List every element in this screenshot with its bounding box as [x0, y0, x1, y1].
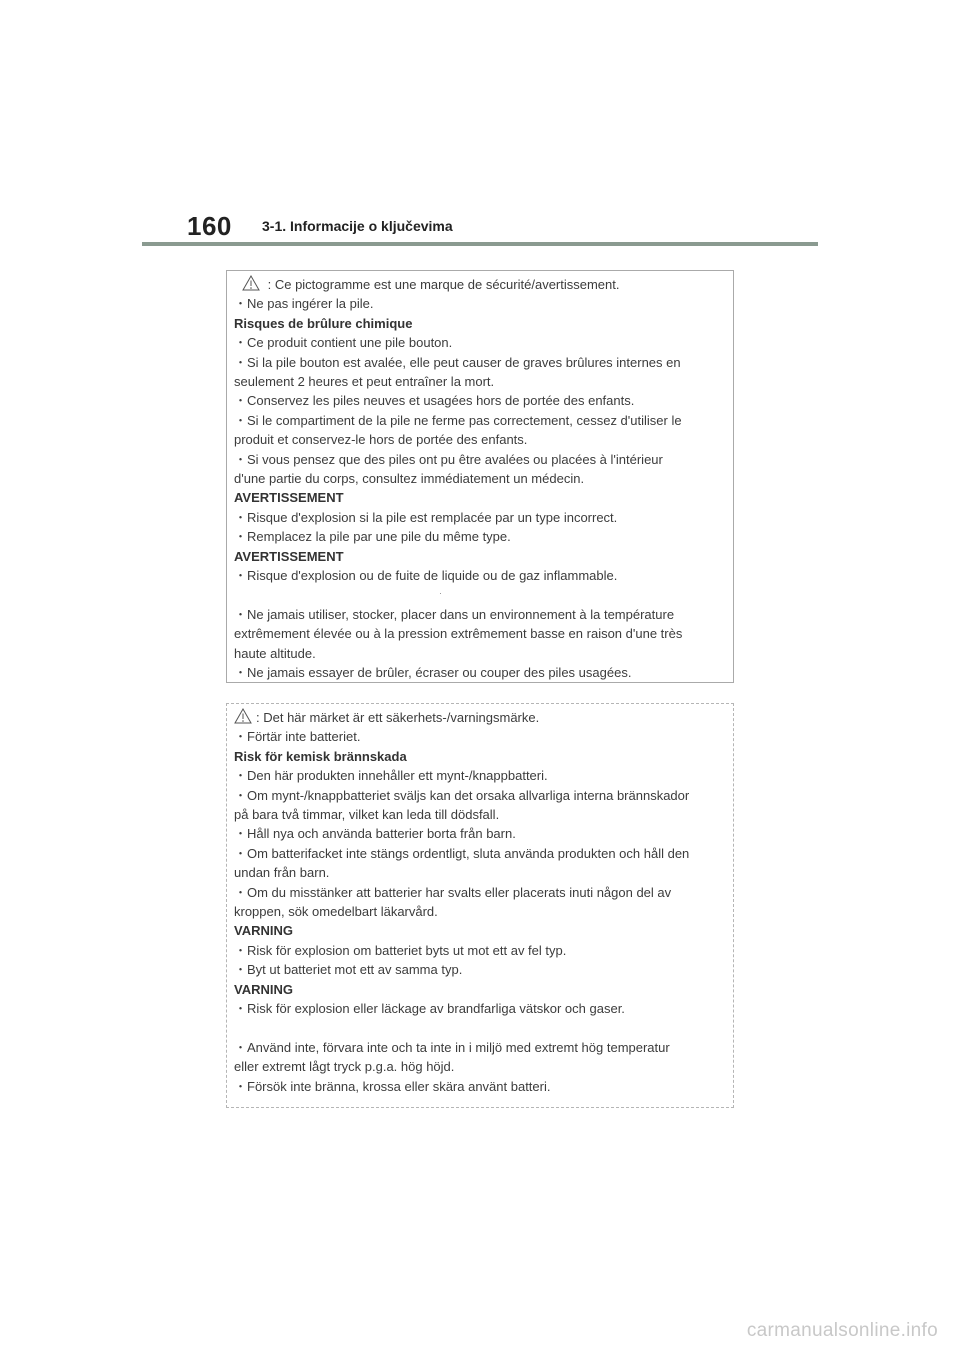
- swedish-text-line: [234, 863, 727, 882]
- swedish-line-text: VARNING: [234, 981, 293, 997]
- watermark: carmanualsonline.info: [746, 1320, 938, 1341]
- french-line-text: seulement 2 heures et peut entraîner la mort.: [234, 374, 495, 390]
- warning-triangle-icon: [242, 275, 260, 291]
- swedish-line-text: Risk för kemisk brännskada: [234, 748, 407, 764]
- french-line-text: Risques de brûlure chimique: [234, 315, 413, 331]
- french-text-line: [234, 624, 727, 643]
- french-text-line: [234, 644, 727, 663]
- french-text-line: [234, 527, 727, 546]
- swedish-heading: [234, 921, 727, 940]
- french-text-line: [234, 469, 727, 488]
- page-header: [0, 0, 960, 250]
- french-line-text: ・Ne jamais essayer de brûler, écraser ou couper des piles usagées.: [234, 665, 632, 681]
- swedish-text-line: [234, 999, 727, 1018]
- french-line-text: ・Remplacez la pile par une pile du même type.: [234, 529, 511, 545]
- french-heading: [234, 488, 727, 507]
- french-text-line: [234, 333, 727, 352]
- swedish-text-line: [234, 1038, 727, 1057]
- swedish-line-text: kroppen, sök omedelbart läkarvård.: [234, 904, 438, 920]
- french-line-text: d'une partie du corps, consultez immédiatement un médecin.: [234, 471, 585, 487]
- swedish-line-text: ・Risk för explosion eller läckage av brandfarliga vätskor och gaser.: [234, 1001, 625, 1017]
- french-text-line: [234, 353, 727, 372]
- swedish-text-line: [234, 883, 727, 902]
- swedish-spacer: [234, 1019, 727, 1038]
- french-line-text: extrêmement élevée ou à la pression extrêmement basse en raison d'une très: [234, 626, 683, 642]
- french-line-text: ・Risque d'explosion si la pile est remplacée par un type incorrect.: [234, 509, 618, 525]
- french-text-line: [234, 605, 727, 624]
- stray-mark: [440, 593, 441, 594]
- french-text-line: [234, 411, 727, 430]
- french-line-text: ・Si vous pensez que des piles ont pu être avalées ou placées à l'intérieur: [234, 451, 663, 467]
- swedish-line-text: ・Om du misstänker att batterier har svalts eller placerats inuti någon del av: [234, 884, 672, 900]
- french-line-text: ・Ce produit contient une pile bouton.: [234, 335, 453, 351]
- swedish-line-text: eller extremt lågt tryck p.g.a. hög höjd.: [234, 1059, 455, 1075]
- swedish-text-line: [234, 1077, 727, 1096]
- swedish-line-text: ・Den här produkten innehåller ett mynt-/knappbatteri.: [234, 768, 548, 784]
- french-line-text: ・Si le compartiment de la pile ne ferme pas correctement, cessez d'utiliser le: [234, 412, 682, 428]
- french-heading: [234, 314, 727, 333]
- warning-triangle-icon: [234, 708, 252, 724]
- swedish-text-line: [234, 727, 727, 746]
- swedish-text-line: [234, 844, 727, 863]
- french-text-line: [234, 663, 727, 682]
- swedish-line-text: ・Förtär inte batteriet.: [234, 729, 361, 745]
- french-line-text: : Ce pictogramme est une marque de sécurité/avertissement.: [264, 277, 620, 292]
- swedish-text-line: [234, 902, 727, 921]
- swedish-line-text: ・Om mynt-/knappbatteriet sväljs kan det orsaka allvarliga interna brännskador: [234, 787, 690, 803]
- french-heading: [234, 547, 727, 566]
- french-line-text: ・Conservez les piles neuves et usagées hors de portée des enfants.: [234, 393, 635, 409]
- swedish-line-text: ・Byt ut batteriet mot ett av samma typ.: [234, 962, 463, 978]
- swedish-text-line: [234, 1057, 727, 1076]
- swedish-heading: [234, 980, 727, 999]
- swedish-line-text: VARNING: [234, 923, 293, 939]
- swedish-heading: [234, 747, 727, 766]
- swedish-text-line: [234, 786, 727, 805]
- french-text-line: [234, 508, 727, 527]
- french-spacer: [234, 586, 727, 605]
- french-line-text: ・Ne jamais utiliser, stocker, placer dans un environnement à la température: [234, 606, 675, 622]
- header-rule: [142, 242, 818, 246]
- french-line-text: AVERTISSEMENT: [234, 548, 344, 564]
- french-text-line: [234, 391, 727, 410]
- swedish-line-text: ・Risk för explosion om batteriet byts ut mot ett av fel typ.: [234, 942, 567, 958]
- french-line-text: AVERTISSEMENT: [234, 490, 344, 506]
- swedish-line-text: ・Försök inte bränna, krossa eller skära använt batteri.: [234, 1078, 551, 1094]
- swedish-line-text: undan från barn.: [234, 865, 330, 881]
- swedish-line-text: ・Använd inte, förvara inte och ta inte in i miljö med extremt hög temperatur: [234, 1039, 670, 1055]
- swedish-warning-box: [226, 703, 734, 1108]
- swedish-line-text: ・Håll nya och använda batterier borta från barn.: [234, 826, 516, 842]
- french-text-line: [234, 450, 727, 469]
- french-text-line: [234, 275, 727, 294]
- swedish-line-text: på bara två timmar, vilket kan leda till dödsfall.: [234, 807, 500, 823]
- french-line-text: ・Risque d'explosion ou de fuite de liquide ou de gaz inflammable.: [234, 568, 618, 584]
- french-text-line: [234, 372, 727, 391]
- swedish-text-line: [234, 708, 727, 727]
- swedish-text-line: [234, 824, 727, 843]
- french-warning-box: [226, 270, 734, 683]
- swedish-line-text: ・Om batterifacket inte stängs ordentligt, sluta använda produkten och håll den: [234, 845, 690, 861]
- french-text-line: [234, 430, 727, 449]
- page-number: 160: [187, 211, 232, 241]
- swedish-text-line: [234, 805, 727, 824]
- french-line-text: haute altitude.: [234, 645, 316, 661]
- swedish-text-line: [234, 941, 727, 960]
- swedish-text-line: [234, 960, 727, 979]
- swedish-text-line: [234, 766, 727, 785]
- french-line-text: produit et conservez-le hors de portée des enfants.: [234, 432, 528, 448]
- french-text-line: [234, 566, 727, 585]
- french-line-text: ・Ne pas ingérer la pile.: [234, 296, 374, 312]
- french-line-text: ・Si la pile bouton est avalée, elle peut causer de graves brûlures internes en: [234, 354, 681, 370]
- swedish-line-text: : Det här märket är ett säkerhets-/varningsmärke.: [256, 710, 540, 725]
- french-text-line: [234, 294, 727, 313]
- section-title: 3-1. Informacije o ključevima: [262, 218, 453, 234]
